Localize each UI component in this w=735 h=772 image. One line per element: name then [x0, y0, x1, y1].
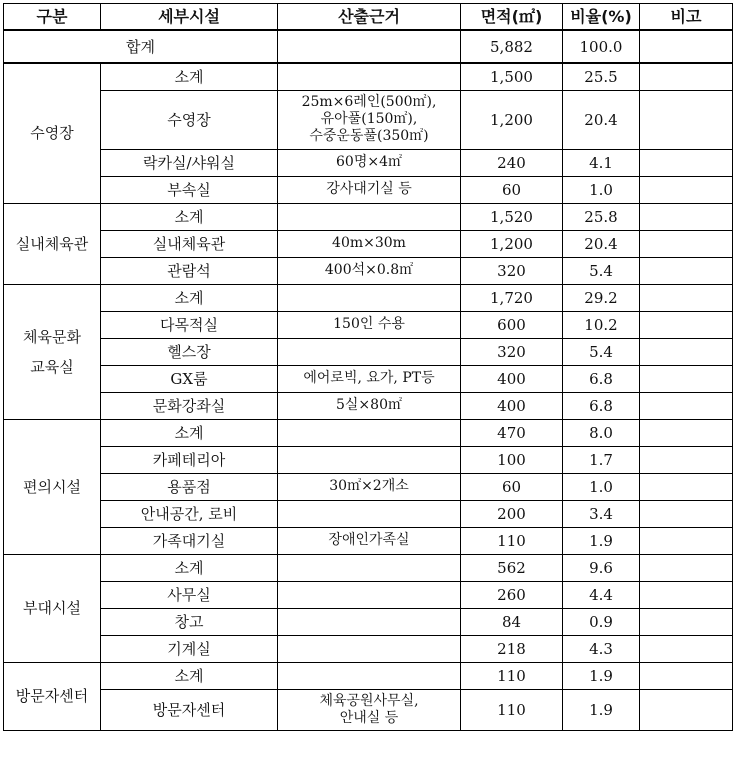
table-row	[4, 527, 733, 554]
basis-cell: 60명×4㎡	[278, 149, 461, 176]
facility-cell: 가족대기실	[101, 527, 278, 554]
ratio-cell: 29.2	[563, 284, 640, 311]
basis-cell	[278, 446, 461, 473]
ratio-cell: 3.4	[563, 500, 640, 527]
basis-cell: 40m×30m	[278, 230, 461, 257]
area-cell: 320	[461, 257, 563, 284]
note-cell	[640, 554, 733, 581]
table-row	[4, 635, 733, 662]
area-cell: 400	[461, 392, 563, 419]
category-culture: 체육문화 교육실	[4, 284, 101, 419]
total-label: 합계	[4, 30, 278, 63]
category-convenience: 편의시설	[4, 419, 101, 554]
ratio-cell: 6.8	[563, 392, 640, 419]
note-cell	[640, 635, 733, 662]
ratio-cell: 1.9	[563, 689, 640, 730]
note-cell	[640, 500, 733, 527]
category-auxiliary: 부대시설	[4, 554, 101, 662]
basis-cell	[278, 635, 461, 662]
area-cell: 84	[461, 608, 563, 635]
area-cell: 400	[461, 365, 563, 392]
table-row	[4, 473, 733, 500]
header-ratio: 비율(%)	[563, 4, 640, 31]
basis-cell	[278, 662, 461, 689]
total-ratio: 100.0	[563, 30, 640, 63]
area-cell: 320	[461, 338, 563, 365]
area-cell: 1,200	[461, 90, 563, 149]
table-row	[4, 662, 733, 689]
area-cell: 562	[461, 554, 563, 581]
facility-cell: 방문자센터	[101, 689, 278, 730]
note-cell	[640, 311, 733, 338]
ratio-cell: 20.4	[563, 90, 640, 149]
ratio-cell: 1.9	[563, 527, 640, 554]
basis-cell: 체육공원사무실, 안내실 등	[278, 689, 461, 730]
facility-cell: 소계	[101, 203, 278, 230]
facility-cell: 수영장	[101, 90, 278, 149]
table-row	[4, 230, 733, 257]
facility-cell: 부속실	[101, 176, 278, 203]
ratio-cell: 1.0	[563, 473, 640, 500]
header-row	[4, 4, 733, 31]
category-pool: 수영장	[4, 63, 101, 203]
facility-cell: 락카실/샤워실	[101, 149, 278, 176]
basis-cell: 150인 수용	[278, 311, 461, 338]
note-cell	[640, 392, 733, 419]
note-cell	[640, 608, 733, 635]
ratio-cell: 9.6	[563, 554, 640, 581]
facility-cell: 관람석	[101, 257, 278, 284]
basis-cell	[278, 284, 461, 311]
area-cell: 110	[461, 689, 563, 730]
facility-cell: 실내체육관	[101, 230, 278, 257]
facility-cell: 소계	[101, 284, 278, 311]
total-basis	[278, 30, 461, 63]
area-cell: 218	[461, 635, 563, 662]
table-row	[4, 257, 733, 284]
header-basis: 산출근거	[278, 4, 461, 31]
table-row	[4, 90, 733, 149]
ratio-cell: 6.8	[563, 365, 640, 392]
ratio-cell: 20.4	[563, 230, 640, 257]
area-cell: 1,520	[461, 203, 563, 230]
table-row	[4, 689, 733, 730]
note-cell	[640, 284, 733, 311]
note-cell	[640, 176, 733, 203]
facility-cell: 안내공간, 로비	[101, 500, 278, 527]
facility-cell: GX룸	[101, 365, 278, 392]
facility-cell: 소계	[101, 63, 278, 90]
basis-cell: 에어로빅, 요가, PT등	[278, 365, 461, 392]
note-cell	[640, 338, 733, 365]
table-row	[4, 554, 733, 581]
table-row	[4, 63, 733, 90]
area-cell: 60	[461, 176, 563, 203]
basis-cell	[278, 554, 461, 581]
ratio-cell: 4.1	[563, 149, 640, 176]
table-row	[4, 608, 733, 635]
total-area: 5,882	[461, 30, 563, 63]
facility-cell: 카페테리아	[101, 446, 278, 473]
facility-cell: 소계	[101, 662, 278, 689]
basis-cell	[278, 203, 461, 230]
ratio-cell: 4.3	[563, 635, 640, 662]
note-cell	[640, 446, 733, 473]
facility-area-table	[3, 3, 733, 731]
basis-cell: 25m×6레인(500㎡), 유아풀(150㎡), 수중운동풀(350㎡)	[278, 90, 461, 149]
area-cell: 240	[461, 149, 563, 176]
table-row	[4, 338, 733, 365]
area-cell: 1,500	[461, 63, 563, 90]
area-cell: 600	[461, 311, 563, 338]
basis-cell	[278, 419, 461, 446]
ratio-cell: 25.8	[563, 203, 640, 230]
facility-cell: 헬스장	[101, 338, 278, 365]
ratio-cell: 0.9	[563, 608, 640, 635]
basis-cell	[278, 500, 461, 527]
note-cell	[640, 230, 733, 257]
note-cell	[640, 527, 733, 554]
category-visitor: 방문자센터	[4, 662, 101, 730]
area-cell: 470	[461, 419, 563, 446]
table-row	[4, 500, 733, 527]
table-row	[4, 284, 733, 311]
ratio-cell: 8.0	[563, 419, 640, 446]
note-cell	[640, 203, 733, 230]
total-note	[640, 30, 733, 63]
header-note: 비고	[640, 4, 733, 31]
facility-cell: 사무실	[101, 581, 278, 608]
ratio-cell: 10.2	[563, 311, 640, 338]
basis-cell	[278, 608, 461, 635]
basis-cell: 장애인가족실	[278, 527, 461, 554]
note-cell	[640, 63, 733, 90]
facility-cell: 문화강좌실	[101, 392, 278, 419]
note-cell	[640, 689, 733, 730]
table-row	[4, 176, 733, 203]
note-cell	[640, 90, 733, 149]
facility-cell: 창고	[101, 608, 278, 635]
header-facility: 세부시설	[101, 4, 278, 31]
category-gym: 실내체육관	[4, 203, 101, 284]
area-cell: 110	[461, 662, 563, 689]
table-row	[4, 203, 733, 230]
area-cell: 260	[461, 581, 563, 608]
basis-cell	[278, 63, 461, 90]
ratio-cell: 5.4	[563, 257, 640, 284]
note-cell	[640, 149, 733, 176]
table-row	[4, 419, 733, 446]
area-cell: 100	[461, 446, 563, 473]
basis-cell	[278, 581, 461, 608]
ratio-cell: 4.4	[563, 581, 640, 608]
basis-cell: 30㎡×2개소	[278, 473, 461, 500]
table-row	[4, 446, 733, 473]
facility-cell: 다목적실	[101, 311, 278, 338]
area-cell: 1,720	[461, 284, 563, 311]
table-row	[4, 365, 733, 392]
header-category: 구분	[4, 4, 101, 31]
facility-cell: 소계	[101, 419, 278, 446]
table-row	[4, 581, 733, 608]
ratio-cell: 25.5	[563, 63, 640, 90]
basis-cell: 400석×0.8㎡	[278, 257, 461, 284]
note-cell	[640, 365, 733, 392]
note-cell	[640, 473, 733, 500]
facility-cell: 소계	[101, 554, 278, 581]
basis-cell: 5실×80㎡	[278, 392, 461, 419]
ratio-cell: 5.4	[563, 338, 640, 365]
table-row	[4, 311, 733, 338]
ratio-cell: 1.0	[563, 176, 640, 203]
ratio-cell: 1.9	[563, 662, 640, 689]
total-row	[4, 30, 733, 63]
basis-cell	[278, 338, 461, 365]
facility-cell: 용품점	[101, 473, 278, 500]
note-cell	[640, 662, 733, 689]
table-row	[4, 149, 733, 176]
note-cell	[640, 257, 733, 284]
note-cell	[640, 419, 733, 446]
note-cell	[640, 581, 733, 608]
area-cell: 110	[461, 527, 563, 554]
area-cell: 60	[461, 473, 563, 500]
basis-cell: 강사대기실 등	[278, 176, 461, 203]
table-row	[4, 392, 733, 419]
area-cell: 1,200	[461, 230, 563, 257]
area-cell: 200	[461, 500, 563, 527]
facility-cell: 기계실	[101, 635, 278, 662]
header-area: 면적(㎡)	[461, 4, 563, 31]
ratio-cell: 1.7	[563, 446, 640, 473]
